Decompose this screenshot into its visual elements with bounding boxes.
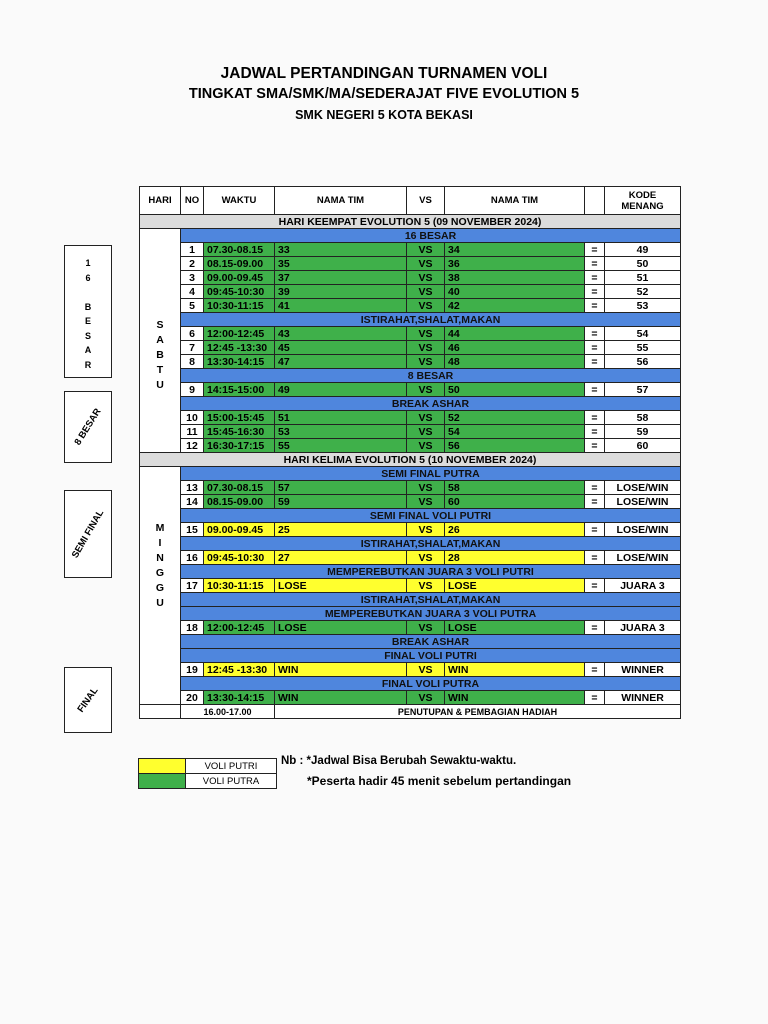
side-letter: 6 xyxy=(85,272,91,283)
team-b: 60 xyxy=(445,495,585,509)
vs-label: VS xyxy=(407,243,445,257)
team-b: 58 xyxy=(445,481,585,495)
match-no: 14 xyxy=(181,495,204,509)
team-b: LOSE xyxy=(445,579,585,593)
winner-code: 51 xyxy=(605,271,681,285)
vs-label: VS xyxy=(407,523,445,537)
match-time: 10:30-11:15 xyxy=(204,579,275,593)
side-letter: R xyxy=(84,359,92,370)
vs-label: VS xyxy=(407,579,445,593)
team-a: 43 xyxy=(275,327,407,341)
match-no: 20 xyxy=(181,691,204,705)
section-header-row xyxy=(140,537,681,551)
winner-code: LOSE/WIN xyxy=(605,551,681,565)
winner-code: 53 xyxy=(605,299,681,313)
vs-label: VS xyxy=(407,299,445,313)
match-time: 12:00-12:45 xyxy=(204,327,275,341)
vs-label: VS xyxy=(407,481,445,495)
match-row xyxy=(140,691,681,705)
day-letter: U xyxy=(156,379,164,391)
vs-label: VS xyxy=(407,495,445,509)
match-no: 3 xyxy=(181,271,204,285)
team-b: WIN xyxy=(445,663,585,677)
day-letter: I xyxy=(158,536,162,549)
team-b: 40 xyxy=(445,285,585,299)
section-header-label: ISTIRAHAT,SHALAT,MAKAN xyxy=(181,537,681,551)
team-a: LOSE xyxy=(275,621,407,635)
page-subtitle: TINGKAT SMA/SMK/MA/SEDERAJAT FIVE EVOLUTION 5 xyxy=(188,86,580,102)
section-header-row xyxy=(140,565,681,579)
equals-sign: = xyxy=(585,663,605,677)
match-time: 13:30-14:15 xyxy=(204,355,275,369)
day-letter: G xyxy=(155,581,165,594)
section-header-row xyxy=(140,677,681,691)
vs-label: VS xyxy=(407,355,445,369)
match-no: 10 xyxy=(181,411,204,425)
match-time: 12:45 -13:30 xyxy=(204,341,275,355)
match-no: 19 xyxy=(181,663,204,677)
team-a: 33 xyxy=(275,243,407,257)
match-row xyxy=(140,495,681,509)
match-row xyxy=(140,243,681,257)
equals-sign: = xyxy=(585,285,605,299)
winner-code: 60 xyxy=(605,439,681,453)
match-no: 12 xyxy=(181,439,204,453)
team-b: 28 xyxy=(445,551,585,565)
notes xyxy=(281,754,571,789)
section-header-row xyxy=(140,607,681,621)
match-time: 08.15-09.00 xyxy=(204,495,275,509)
winner-code: LOSE/WIN xyxy=(605,481,681,495)
team-b: 36 xyxy=(445,257,585,271)
team-a: 57 xyxy=(275,481,407,495)
equals-sign: = xyxy=(585,355,605,369)
section-header-row xyxy=(140,313,681,327)
vs-label: VS xyxy=(407,551,445,565)
team-a: 51 xyxy=(275,411,407,425)
winner-code: 57 xyxy=(605,383,681,397)
col-waktu: WAKTU xyxy=(204,187,275,215)
match-time: 09:45-10:30 xyxy=(204,551,275,565)
side-box-8-besar xyxy=(64,391,112,463)
vs-label: VS xyxy=(407,439,445,453)
match-no: 11 xyxy=(181,425,204,439)
day-label-sabtu xyxy=(140,229,181,453)
match-no: 5 xyxy=(181,299,204,313)
match-row xyxy=(140,355,681,369)
match-row xyxy=(140,341,681,355)
match-time: 15:45-16:30 xyxy=(204,425,275,439)
section-header-row xyxy=(140,397,681,411)
section-header-label: MEMPEREBUTKAN JUARA 3 VOLI PUTRA xyxy=(181,607,681,621)
col-no: NO xyxy=(181,187,204,215)
equals-sign: = xyxy=(585,243,605,257)
winner-code: 54 xyxy=(605,327,681,341)
match-row xyxy=(140,551,681,565)
school-name: SMK NEGERI 5 KOTA BEKASI xyxy=(295,108,473,122)
match-no: 2 xyxy=(181,257,204,271)
equals-sign: = xyxy=(585,425,605,439)
day-letter: A xyxy=(156,334,164,346)
match-time: 10:30-11:15 xyxy=(204,299,275,313)
team-a: 45 xyxy=(275,341,407,355)
team-b: 26 xyxy=(445,523,585,537)
equals-sign: = xyxy=(585,579,605,593)
legend-label-putra: VOLI PUTRA xyxy=(186,774,277,789)
match-no: 18 xyxy=(181,621,204,635)
team-a: 25 xyxy=(275,523,407,537)
match-no: 9 xyxy=(181,383,204,397)
col-team1: NAMA TIM xyxy=(275,187,407,215)
match-no: 17 xyxy=(181,579,204,593)
vs-label: VS xyxy=(407,411,445,425)
match-time: 12:45 -13:30 xyxy=(204,663,275,677)
side-label-semi-final: SEMI FINAL xyxy=(69,507,107,561)
team-b: 38 xyxy=(445,271,585,285)
vs-label: VS xyxy=(407,285,445,299)
team-b: 54 xyxy=(445,425,585,439)
section-header-row xyxy=(140,593,681,607)
side-letter: A xyxy=(84,345,92,355)
side-letter: B xyxy=(84,301,92,312)
section-header-label: SEMI FINAL VOLI PUTRI xyxy=(181,509,681,523)
side-letter xyxy=(65,285,111,300)
equals-sign: = xyxy=(585,523,605,537)
legend-label-putri: VOLI PUTRI xyxy=(186,759,277,774)
legend xyxy=(138,758,277,789)
match-row xyxy=(140,411,681,425)
section-header-row xyxy=(140,467,681,481)
match-time: 07.30-08.15 xyxy=(204,481,275,495)
team-b: 48 xyxy=(445,355,585,369)
section-header-label: BREAK ASHAR xyxy=(181,635,681,649)
match-row xyxy=(140,523,681,537)
winner-code: 50 xyxy=(605,257,681,271)
side-letter: S xyxy=(84,330,91,341)
side-box-semi-final xyxy=(64,490,112,578)
section-header-label: 16 BESAR xyxy=(181,229,681,243)
match-row xyxy=(140,383,681,397)
closing-label: PENUTUPAN & PEMBAGIAN HADIAH xyxy=(275,705,681,719)
match-no: 7 xyxy=(181,341,204,355)
page-title: JADWAL PERTANDINGAN TURNAMEN VOLI xyxy=(220,65,548,82)
blank-cell xyxy=(140,705,181,719)
team-a: 49 xyxy=(275,383,407,397)
winner-code: JUARA 3 xyxy=(605,579,681,593)
winner-code: LOSE/WIN xyxy=(605,495,681,509)
match-no: 15 xyxy=(181,523,204,537)
team-b: WIN xyxy=(445,691,585,705)
section-header-label: BREAK ASHAR xyxy=(181,397,681,411)
day-letter: T xyxy=(156,364,164,376)
side-box-16-besar xyxy=(64,245,112,378)
team-b: 44 xyxy=(445,327,585,341)
match-time: 09.00-09.45 xyxy=(204,523,275,537)
team-a: 35 xyxy=(275,257,407,271)
equals-sign: = xyxy=(585,257,605,271)
match-no: 16 xyxy=(181,551,204,565)
team-b: 46 xyxy=(445,341,585,355)
equals-sign: = xyxy=(585,327,605,341)
winner-code: WINNER xyxy=(605,663,681,677)
vs-label: VS xyxy=(407,271,445,285)
schedule-table xyxy=(139,186,681,719)
col-hari: HARI xyxy=(140,187,181,215)
side-letter: 1 xyxy=(85,258,91,268)
winner-code: WINNER xyxy=(605,691,681,705)
day-letter: G xyxy=(155,566,165,579)
legend-row-putri xyxy=(139,759,277,774)
match-no: 13 xyxy=(181,481,204,495)
match-time: 08.15-09.00 xyxy=(204,257,275,271)
equals-sign: = xyxy=(585,411,605,425)
winner-code: 56 xyxy=(605,355,681,369)
closing-row xyxy=(140,705,681,719)
equals-sign: = xyxy=(585,383,605,397)
team-a: 41 xyxy=(275,299,407,313)
equals-sign: = xyxy=(585,621,605,635)
side-label-16-besar xyxy=(65,256,111,372)
team-a: 27 xyxy=(275,551,407,565)
match-no: 6 xyxy=(181,327,204,341)
section-header-label: FINAL VOLI PUTRI xyxy=(181,649,681,663)
vs-label: VS xyxy=(407,691,445,705)
team-a: WIN xyxy=(275,663,407,677)
side-label-8-besar: 8 BESAR xyxy=(72,406,104,448)
match-row xyxy=(140,327,681,341)
team-b: 56 xyxy=(445,439,585,453)
team-a: 47 xyxy=(275,355,407,369)
table-header-row xyxy=(140,187,681,215)
match-no: 8 xyxy=(181,355,204,369)
match-row xyxy=(140,439,681,453)
match-time: 13:30-14:15 xyxy=(204,691,275,705)
winner-code: JUARA 3 xyxy=(605,621,681,635)
section-header-label: 8 BESAR xyxy=(181,369,681,383)
team-a: 55 xyxy=(275,439,407,453)
equals-sign: = xyxy=(585,481,605,495)
vs-label: VS xyxy=(407,621,445,635)
day-letter: M xyxy=(155,521,165,534)
match-row xyxy=(140,425,681,439)
match-no: 4 xyxy=(181,285,204,299)
vs-label: VS xyxy=(407,341,445,355)
match-time: 09:45-10:30 xyxy=(204,285,275,299)
equals-sign: = xyxy=(585,439,605,453)
section-header-row xyxy=(140,229,681,243)
match-row xyxy=(140,579,681,593)
section-header-label: MEMPEREBUTKAN JUARA 3 VOLI PUTRI xyxy=(181,565,681,579)
col-blank xyxy=(585,187,605,215)
legend-row-putra xyxy=(139,774,277,789)
match-row xyxy=(140,299,681,313)
equals-sign: = xyxy=(585,341,605,355)
team-a: LOSE xyxy=(275,579,407,593)
vs-label: VS xyxy=(407,425,445,439)
vs-label: VS xyxy=(407,257,445,271)
match-row xyxy=(140,621,681,635)
day-header-row xyxy=(140,215,681,229)
match-row xyxy=(140,663,681,677)
day-letter: U xyxy=(156,596,164,609)
team-b: 42 xyxy=(445,299,585,313)
team-a: 59 xyxy=(275,495,407,509)
side-label-final: FINAL xyxy=(75,685,101,715)
winner-code: 58 xyxy=(605,411,681,425)
match-time: 09.00-09.45 xyxy=(204,271,275,285)
legend-swatch-putra xyxy=(139,774,186,789)
match-time: 07.30-08.15 xyxy=(204,243,275,257)
vs-label: VS xyxy=(407,383,445,397)
section-header-label: SEMI FINAL PUTRA xyxy=(181,467,681,481)
winner-code: LOSE/WIN xyxy=(605,523,681,537)
winner-code: 49 xyxy=(605,243,681,257)
vs-label: VS xyxy=(407,663,445,677)
match-row xyxy=(140,285,681,299)
section-header-row xyxy=(140,635,681,649)
day-letter: B xyxy=(156,349,164,361)
side-box-final xyxy=(64,667,112,733)
note-1: Nb : *Jadwal Bisa Berubah Sewaktu-waktu. xyxy=(281,755,517,767)
section-header-label: ISTIRAHAT,SHALAT,MAKAN xyxy=(181,593,681,607)
side-letter: E xyxy=(84,316,91,326)
section-header-row xyxy=(140,369,681,383)
equals-sign: = xyxy=(585,271,605,285)
day-header-row xyxy=(140,453,681,467)
team-a: 39 xyxy=(275,285,407,299)
col-kode: KODE MENANG xyxy=(605,187,681,215)
winner-code: 59 xyxy=(605,425,681,439)
winner-code: 55 xyxy=(605,341,681,355)
col-vs: VS xyxy=(407,187,445,215)
team-a: 37 xyxy=(275,271,407,285)
note-2: *Peserta hadir 45 menit sebelum pertandingan xyxy=(307,774,572,788)
team-b: 50 xyxy=(445,383,585,397)
winner-code: 52 xyxy=(605,285,681,299)
day-letter: N xyxy=(156,551,164,564)
section-header-label: FINAL VOLI PUTRA xyxy=(181,677,681,691)
team-b: 52 xyxy=(445,411,585,425)
match-time: 16:30-17:15 xyxy=(204,439,275,453)
team-a: 53 xyxy=(275,425,407,439)
equals-sign: = xyxy=(585,551,605,565)
match-row xyxy=(140,271,681,285)
section-header-label: ISTIRAHAT,SHALAT,MAKAN xyxy=(181,313,681,327)
match-time: 15:00-15:45 xyxy=(204,411,275,425)
match-time: 14:15-15:00 xyxy=(204,383,275,397)
day-header-label: HARI KEEMPAT EVOLUTION 5 (09 NOVEMBER 2024) xyxy=(140,215,681,229)
match-row xyxy=(140,257,681,271)
vs-label: VS xyxy=(407,327,445,341)
day-letter: S xyxy=(156,319,164,331)
document-header xyxy=(0,64,768,124)
match-no: 1 xyxy=(181,243,204,257)
legend-swatch-putri xyxy=(139,759,186,774)
equals-sign: = xyxy=(585,299,605,313)
section-header-row xyxy=(140,509,681,523)
equals-sign: = xyxy=(585,691,605,705)
col-team2: NAMA TIM xyxy=(445,187,585,215)
match-row xyxy=(140,481,681,495)
section-header-row xyxy=(140,649,681,663)
day-label-minggu xyxy=(140,467,181,705)
team-b: LOSE xyxy=(445,621,585,635)
closing-time: 16.00-17.00 xyxy=(181,705,275,719)
equals-sign: = xyxy=(585,495,605,509)
day-header-label: HARI KELIMA EVOLUTION 5 (10 NOVEMBER 2024) xyxy=(140,453,681,467)
match-time: 12:00-12:45 xyxy=(204,621,275,635)
team-a: WIN xyxy=(275,691,407,705)
team-b: 34 xyxy=(445,243,585,257)
